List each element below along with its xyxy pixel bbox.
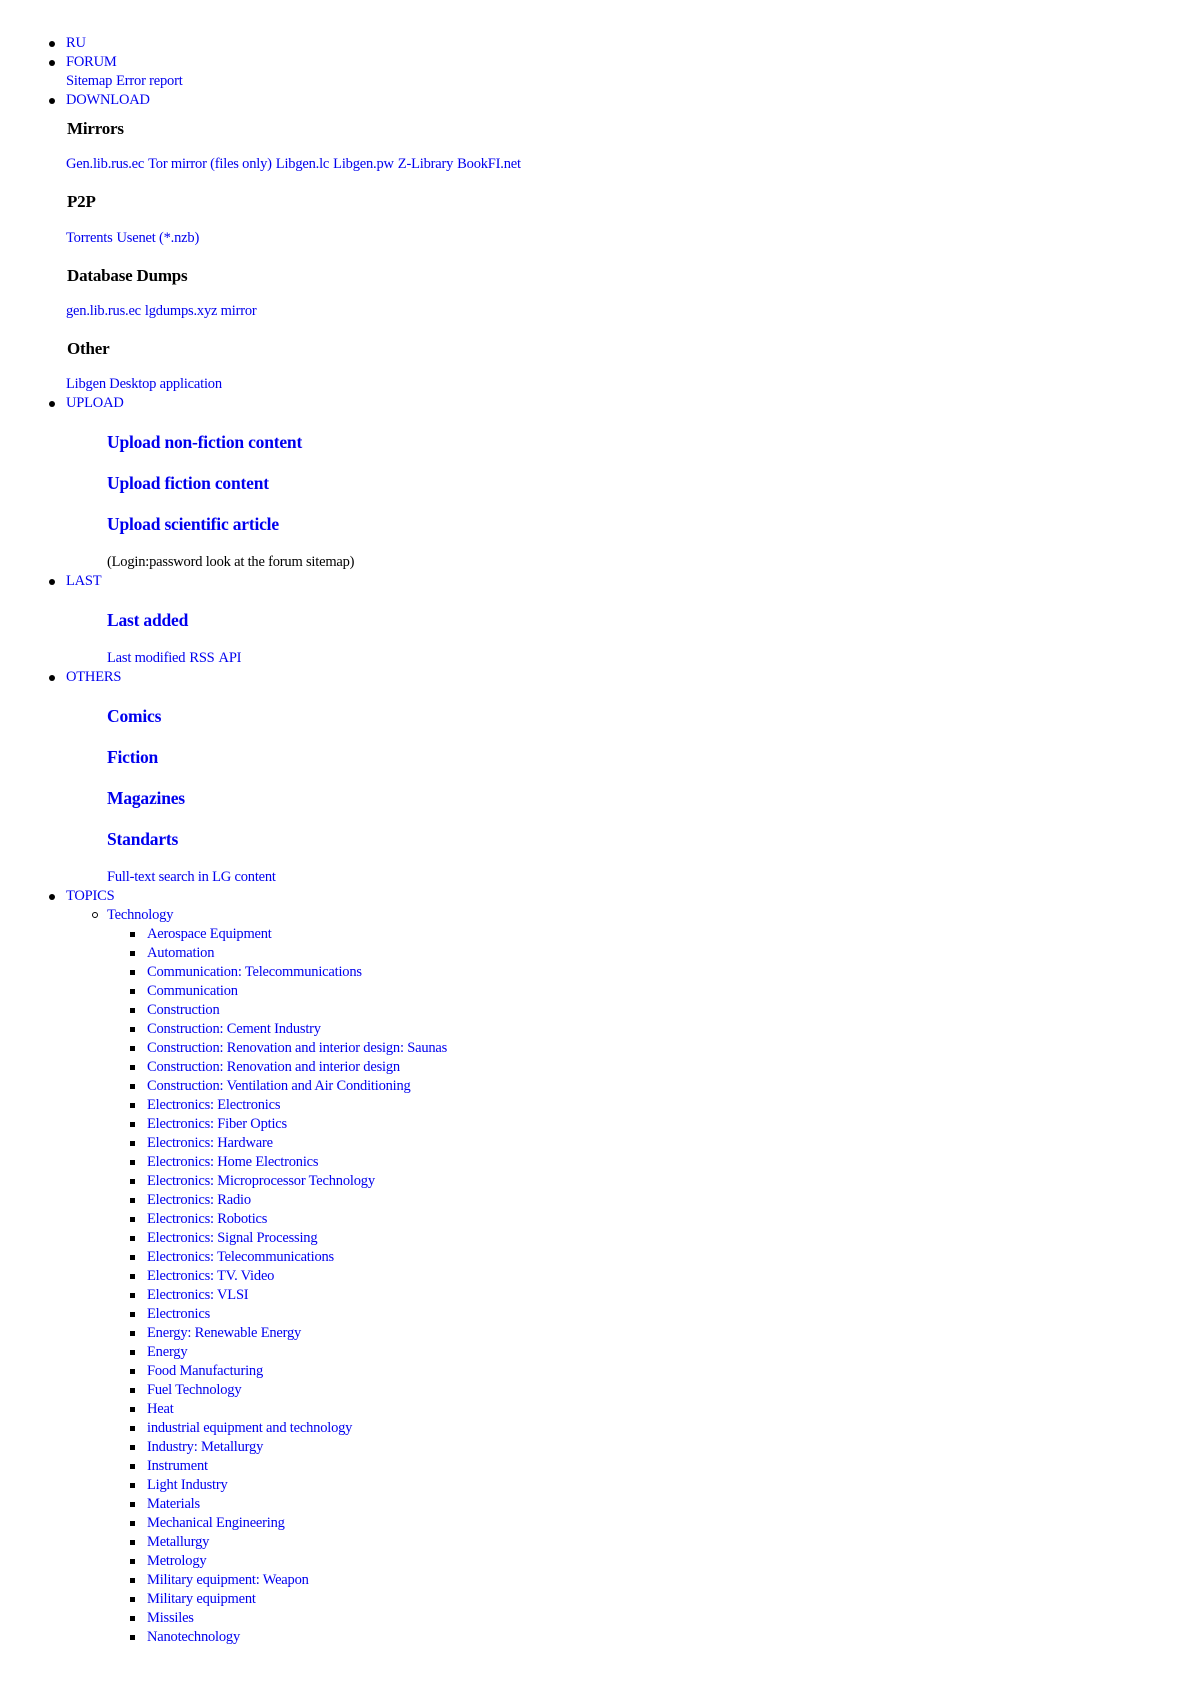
- topic-link[interactable]: Mechanical Engineering: [147, 1515, 285, 1531]
- topic-link[interactable]: Construction: Renovation and interior design: Saunas: [147, 1040, 448, 1056]
- upload-login-note: (Login:password look at the forum sitemap): [107, 554, 355, 570]
- topic-link[interactable]: Metrology: [147, 1553, 207, 1569]
- upload-fiction-link[interactable]: Upload fiction content: [107, 473, 269, 493]
- topic-link[interactable]: Construction: Renovation and interior design: [147, 1059, 400, 1075]
- list-item: [0, 944, 1200, 963]
- usenet-link[interactable]: Usenet (*.nzb): [116, 230, 200, 246]
- list-item: [0, 1020, 1200, 1039]
- last-modified-link[interactable]: Last modified: [107, 650, 186, 666]
- mirrors-list: [0, 155, 1200, 174]
- topic-list: [0, 925, 1200, 1647]
- topic-link[interactable]: Automation: [147, 945, 215, 961]
- list-item: [0, 925, 1200, 944]
- list-item: [0, 1628, 1200, 1647]
- list-item: [0, 1343, 1200, 1362]
- others-link[interactable]: OTHERS: [66, 669, 122, 685]
- p2p-heading: P2P: [67, 192, 96, 211]
- fiction-link[interactable]: Fiction: [107, 747, 159, 767]
- dump-link-genlib[interactable]: gen.lib.rus.ec: [66, 303, 141, 319]
- menu-item-download: [0, 91, 1200, 110]
- topic-link[interactable]: Instrument: [147, 1458, 208, 1474]
- topic-link[interactable]: Energy: [147, 1344, 188, 1360]
- list-item: [0, 1419, 1200, 1438]
- topic-link[interactable]: Electronics: Telecommunications: [147, 1249, 335, 1265]
- topics-link[interactable]: TOPICS: [66, 888, 115, 904]
- mirror-link-tor[interactable]: Tor mirror (files only): [148, 156, 272, 172]
- list-item: [0, 1400, 1200, 1419]
- list-item: [0, 1381, 1200, 1400]
- upload-article-link[interactable]: Upload scientific article: [107, 514, 279, 534]
- list-item: [0, 1362, 1200, 1381]
- list-item: [0, 963, 1200, 982]
- list-item: [0, 1058, 1200, 1077]
- list-item: [0, 1248, 1200, 1267]
- fulltext-search-link[interactable]: Full-text search in LG content: [107, 869, 276, 885]
- list-item: [0, 1001, 1200, 1020]
- topic-link[interactable]: Nanotechnology: [147, 1629, 241, 1645]
- list-item: [0, 1514, 1200, 1533]
- list-item: [0, 1286, 1200, 1305]
- topic-link[interactable]: Construction: [147, 1002, 220, 1018]
- main-menu: [0, 34, 1200, 1647]
- list-item: [0, 1495, 1200, 1514]
- menu-item-upload: [0, 394, 1200, 413]
- topic-link[interactable]: Materials: [147, 1496, 200, 1512]
- list-item: [0, 1476, 1200, 1495]
- list-item: [0, 1191, 1200, 1210]
- list-item: [0, 1609, 1200, 1628]
- list-item: [0, 1172, 1200, 1191]
- topic-link[interactable]: Electronics: Radio: [147, 1192, 251, 1208]
- topic-link[interactable]: Military equipment: Weapon: [147, 1572, 309, 1588]
- last-submenu: [0, 649, 1200, 668]
- menu-item-forum: [0, 53, 1200, 72]
- list-item: [0, 1552, 1200, 1571]
- mirror-link-bookfi[interactable]: BookFI.net: [457, 156, 521, 172]
- list-item: [0, 982, 1200, 1001]
- comics-link[interactable]: Comics: [107, 706, 162, 726]
- topic-link[interactable]: Electronics: Signal Processing: [147, 1230, 318, 1246]
- torrents-link[interactable]: Torrents: [66, 230, 113, 246]
- topic-link[interactable]: Metallurgy: [147, 1534, 210, 1550]
- topic-link[interactable]: Electronics: Microprocessor Technology: [147, 1173, 375, 1189]
- database-dumps-heading: Database Dumps: [67, 266, 188, 285]
- list-item: [0, 1267, 1200, 1286]
- topic-link[interactable]: Construction: Cement Industry: [147, 1021, 321, 1037]
- list-item: [0, 1571, 1200, 1590]
- list-item: [0, 1229, 1200, 1248]
- technology-link[interactable]: Technology: [107, 907, 174, 923]
- list-item: [0, 1134, 1200, 1153]
- topic-link[interactable]: Electronics: [147, 1306, 211, 1322]
- topic-link[interactable]: Communication: [147, 983, 238, 999]
- list-item: [0, 1533, 1200, 1552]
- list-item: [0, 1457, 1200, 1476]
- topic-link[interactable]: Aerospace Equipment: [147, 926, 272, 942]
- list-item: [0, 1590, 1200, 1609]
- last-added-link[interactable]: Last added: [107, 610, 189, 630]
- list-item: [0, 1096, 1200, 1115]
- other-heading: Other: [67, 339, 110, 358]
- rss-link[interactable]: RSS: [189, 650, 215, 666]
- topic-link[interactable]: Electronics: Fiber Optics: [147, 1116, 287, 1132]
- mirror-link-libgen-lc[interactable]: Libgen.lc: [275, 156, 330, 172]
- topic-link[interactable]: Energy: Renewable Energy: [147, 1325, 302, 1341]
- forum-submenu: [0, 72, 1200, 91]
- list-item: [0, 1324, 1200, 1343]
- sitemap-link[interactable]: Sitemap: [66, 73, 113, 89]
- topic-link[interactable]: Military equipment: [147, 1591, 256, 1607]
- upload-link[interactable]: UPLOAD: [66, 395, 124, 411]
- download-link[interactable]: DOWNLOAD: [66, 92, 150, 108]
- forum-link[interactable]: FORUM: [66, 54, 117, 70]
- menu-item-last: [0, 572, 1200, 591]
- topic-link[interactable]: Construction: Ventilation and Air Conditioning: [147, 1078, 411, 1094]
- dump-link-lgdumps[interactable]: lgdumps.xyz mirror: [144, 303, 257, 319]
- api-link[interactable]: API: [218, 650, 242, 666]
- other-list: [0, 375, 1200, 394]
- fulltext-search-row: [0, 868, 1200, 887]
- mirror-link-libgen-pw[interactable]: Libgen.pw: [333, 156, 394, 172]
- ru-link[interactable]: RU: [66, 35, 86, 51]
- upload-nonfiction-link[interactable]: Upload non-fiction content: [107, 432, 303, 452]
- menu-item-others: [0, 668, 1200, 687]
- topic-category-technology: [0, 906, 1200, 925]
- list-item: [0, 1210, 1200, 1229]
- mirror-link-zlibrary[interactable]: Z-Library: [397, 156, 454, 172]
- menu-item-topics: [0, 887, 1200, 906]
- magazines-link[interactable]: Magazines: [107, 788, 185, 808]
- topic-link[interactable]: Industry: Metallurgy: [147, 1439, 264, 1455]
- error-report-link[interactable]: Error report: [116, 73, 183, 89]
- list-item: [0, 1077, 1200, 1096]
- topic-link[interactable]: Light Industry: [147, 1477, 228, 1493]
- list-item: [0, 1039, 1200, 1058]
- last-link[interactable]: LAST: [66, 573, 102, 589]
- topic-link[interactable]: Heat: [147, 1401, 174, 1417]
- dumps-list: [0, 302, 1200, 321]
- libgen-desktop-link[interactable]: Libgen Desktop application: [66, 376, 222, 392]
- topic-link[interactable]: Electronics: TV. Video: [147, 1268, 275, 1284]
- topic-link[interactable]: Electronics: Electronics: [147, 1097, 281, 1113]
- topic-link[interactable]: Missiles: [147, 1610, 194, 1626]
- topic-link[interactable]: Fuel Technology: [147, 1382, 242, 1398]
- topic-link[interactable]: Communication: Telecommunications: [147, 964, 362, 980]
- topic-link[interactable]: Electronics: Robotics: [147, 1211, 268, 1227]
- topic-link[interactable]: Food Manufacturing: [147, 1363, 264, 1379]
- topic-link[interactable]: Electronics: Hardware: [147, 1135, 273, 1151]
- list-item: [0, 1438, 1200, 1457]
- topic-link[interactable]: industrial equipment and technology: [147, 1420, 353, 1436]
- list-item: [0, 1153, 1200, 1172]
- list-item: [0, 1305, 1200, 1324]
- standarts-link[interactable]: Standarts: [107, 829, 179, 849]
- p2p-list: [0, 229, 1200, 248]
- mirrors-heading: Mirrors: [67, 119, 124, 138]
- list-item: [0, 1115, 1200, 1134]
- topic-link[interactable]: Electronics: Home Electronics: [147, 1154, 319, 1170]
- topic-link[interactable]: Electronics: VLSI: [147, 1287, 249, 1303]
- mirror-link-genlib[interactable]: Gen.lib.rus.ec: [66, 156, 145, 172]
- menu-item-ru: [0, 34, 1200, 53]
